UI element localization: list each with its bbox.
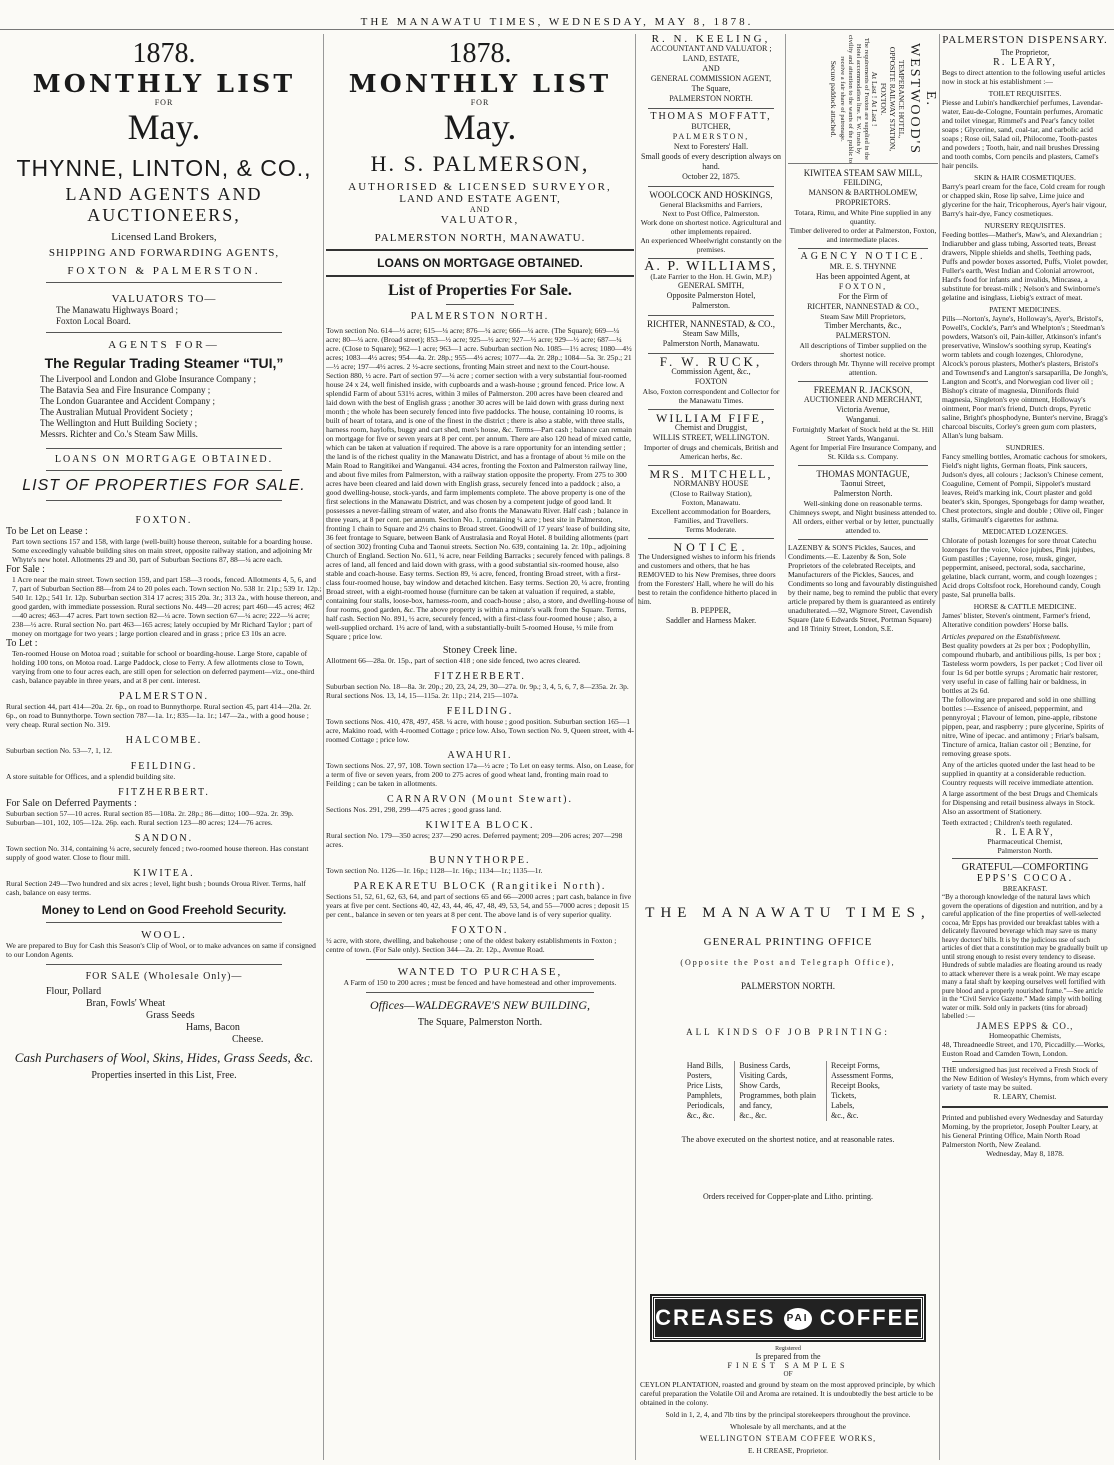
printing-opposite: (Opposite the Post and Telegraph Office), — [680, 958, 896, 967]
advert-line: Chemist and Druggist, — [674, 423, 748, 432]
advert-line: Next to Post Office, Palmerston. — [662, 209, 760, 218]
advert-line: General Blacksmiths and Farriers, — [659, 200, 763, 209]
foxton-heading: FOXTON. — [135, 515, 193, 526]
lease-heading: To be Let on Lease : — [6, 526, 88, 537]
advert-line: PALMERSTON NORTH. — [669, 94, 753, 103]
bunnythorpe-text: Town section No. 1126—1r. 16p.; 1128—1r. 16p.; 1134—1r.; 1135—1r. — [326, 866, 543, 875]
printing-orders: Orders received for Copper-plate and Litho. printing. — [702, 1192, 873, 1201]
works: WELLINGTON STEAM COFFEE WORKS, — [699, 1434, 877, 1443]
advert-line: Victoria Avenue, — [836, 405, 890, 414]
moffatt-advert — [638, 112, 784, 182]
cash-purchasers: Cash Purchasers of Wool, Skins, Hides, Grass Seeds, &c. — [14, 1050, 314, 1065]
advert-line: The Undersigned wishes to inform his friends and customers and others, that he has REMOVED to his New Premises, three doors from the Foresters' Hall, where he will do his best to retain the confidence hitherto placed in him. — [638, 552, 777, 606]
print-item: Assessment Forms, — [830, 1071, 894, 1080]
horse-text: James' blister, Steven's ointment, Farmer's friend, Alterative condition powders' Horse balls. — [942, 611, 1091, 629]
agents-heading: AGENTS FOR— — [108, 339, 220, 351]
advert-line: AUCTIONEER AND MERCHANT, — [803, 395, 923, 404]
stationery: Also an assortment of Stationery. — [942, 807, 1042, 816]
monthly-list-heading: MONTHLY LIST — [348, 69, 612, 98]
palmerston-text: Rural section 44, part 414—20a. 2r. 6p., on road to Bunnythorpe. Rural section 45, part 414—20a. 2r. 6p., on road to Bunnythorpe. Town section 787—1a. 1r.; 835—1a. 1r.; 147—2a., with a good house ; very cheap. Rural section No. 319. — [6, 702, 312, 729]
square-address: The Square, Palmerston North. — [417, 1017, 543, 1028]
advert-title: THOMAS MOFFATT, — [650, 111, 772, 122]
advert-line: OPPOSITE RAILWAY STATION, — [888, 46, 897, 152]
advert-line: Saddler and Harness Maker. — [665, 616, 757, 625]
skin-text: Barry's pearl cream for the face, Cold cream for rough or chapped skin, Rose lip salve, Lime juice and glycerine for the hair, Tricopherous, Ayer's hair vigour, Barry's hair-dye, Fancy cosmetiques. — [942, 182, 1107, 218]
logo-text: CREASES — [655, 1305, 776, 1330]
toilet-heading: TOILET REQUISITES. — [988, 89, 1062, 98]
print-item: Show Cards, — [739, 1081, 781, 1090]
kiwitea-mill-advert — [788, 168, 938, 244]
agency-item: The Liverpool and London and Globe Insurance Company ; — [40, 374, 256, 384]
williams-advert — [638, 259, 784, 311]
month-heading: May. — [127, 107, 201, 147]
advert-line: Importer of drugs and chemicals, British and American herbs, &c. — [643, 443, 779, 461]
print-item: Receipt Forms, — [830, 1061, 880, 1070]
small-adverts — [638, 34, 784, 630]
advert-line: FEILDING, — [843, 178, 883, 187]
shipping-agents: SHIPPING AND FORWARDING AGENTS, — [48, 247, 280, 259]
bunnythorpe-heading: BUNNYTHORPE. — [429, 855, 531, 866]
advert-line: Also, Foxton correspondent and Collector for the Manawatu Times. — [642, 387, 780, 405]
chemist-title: Pharmaceutical Chemist, — [987, 837, 1063, 846]
kiwitea-heading: KIWITEA BLOCK. — [425, 820, 535, 831]
fitz-heading: FITZHERBERT. — [434, 671, 526, 682]
offices: Offices—WALDEGRAVE'S NEW BUILDING, — [369, 998, 591, 1012]
proprietor: E. H CREASE, Proprietor. — [748, 1446, 828, 1455]
advert-line: ACCOUNTANT AND VALUATOR ; — [650, 44, 772, 53]
advert-line: Steam Saw Mills, — [682, 329, 740, 338]
surveyor-title: AUTHORISED & LICENSED SURVEYOR, — [348, 181, 612, 193]
advert-line: Palmerston North. — [833, 489, 893, 498]
advert-line: BUTCHER, — [691, 122, 731, 131]
printing-exec: The above executed on the shortest notice, and at reasonable rates. — [681, 1135, 895, 1144]
advert-line: The requirements of Foxton are supplied in the Hotel accommodation line. E. W. trusts by civility and attention to the wants of the public to receive a fair share of patronage. — [839, 35, 870, 163]
skin-heading: SKIN & HAIR COSMETIQUES. — [974, 173, 1076, 182]
awahuri-text: Town sections Nos. 27, 97, 108. Town section 17a—½ acre ; To Let on easy terms. Also, on Lease, for a term of five or seven years, from 200 to 275 acres of good wheat land, fronting main road to Feilding ; can be taken in allotments. — [326, 761, 634, 788]
advert-line: TEMPERANCE HOTEL, — [897, 59, 906, 139]
print-item: Pamphlets, — [686, 1091, 723, 1100]
advert-title: RICHTER, NANNESTAD, & CO., — [646, 319, 776, 329]
advert-title: R. N. KEELING, — [651, 33, 771, 45]
dispensary-heading: PALMERSTON DISPENSARY. — [942, 34, 1108, 46]
advert-title: WOOLCOCK AND HOSKINGS, — [649, 190, 773, 200]
prepared-from: Is prepared from the — [755, 1352, 821, 1361]
advert-title: THOMAS MONTAGUE, — [816, 469, 910, 479]
halcombe-heading: HALCOMBE. — [125, 735, 203, 746]
pai-badge-icon: PAI — [784, 1308, 812, 1330]
logo-text: COFFEE — [819, 1305, 921, 1330]
crease-logo — [652, 1296, 924, 1340]
advert-line: All orders, either verbal or by letter, punctually attended to. — [792, 517, 934, 535]
kiwitea-text: Rural section No. 179—350 acres; 237—290 acres. Deferred payment; 209—206 acres; 207—298 acres. — [326, 831, 623, 849]
for-label: FOR — [154, 98, 174, 107]
foxton-text: ½ acre, with store, dwelling, and bakehouse ; one of the oldest bakery establishments in Foxton ; centre of town. (For Sale only). Section 344—2a. 2r. 12p., Avenue Road. — [326, 936, 617, 954]
hymns-notice: THE undersigned has just received a Fresh Stock of the New Edition of Wesley's Hymns, from which every variety of taste may be suited. — [942, 1064, 1108, 1092]
leary-signature: R. LEARY, — [995, 827, 1055, 837]
print-item: &c., &c. — [739, 1111, 767, 1120]
print-item: Visiting Cards, — [739, 1071, 788, 1080]
lease-text: Part town sections 157 and 158, with large (well-built) house thereon, suitable for a boarding house. Some exceedingly valuable building sites on main street, opposite railway station, and adjoining Mr Whyte's new hotel. Allotments 29 and 30, part of Suburban Sections 87, 88—¼ acre each. — [12, 537, 313, 564]
carnarvon-heading: CARNARVON (Mount Stewart). — [387, 794, 573, 805]
advert-line: NORMANBY HOUSE — [673, 479, 749, 488]
sale-text: 1 Acre near the main street. Town section 159, and part 158—3 roods, fenced. Allotments 4, 5, 6, and 7, part of Suburban Section 88—from 24 to 20 poles each. Town section No. 538 1r. 21p.; 539 1r. 12p.; 540 1r. 12p.; 541 1r. 12p. Suburban section 314 17 acres; 315 20a. 3r.; 313 2a., with house thereon, and good garden, with immediate possession. Rural sections No. 449—20 acres; part 460—45 acres; 462—40 acres; 463—47 acres. Part town section 82—¼ acre. Town section 67—¼ acre; 222—¼ acre; 238—½ acre. Rural section No. part 463—165 acres; lately occupied by Mr Richard Taylor ; part of money on mortgage for two years ; large portion cleared and in grass ; price £3 10s an acre. — [12, 575, 322, 638]
advert-line: PROPRIETORS. — [835, 198, 891, 207]
valuator: VALUATOR, — [440, 214, 520, 226]
month-heading: May. — [443, 107, 517, 147]
print-item: and fancy, — [739, 1101, 773, 1110]
toilet-text: Piesse and Lubin's handkerchief perfumes, Lavendar-water, Eau-de-Cologne, Fountain perfumes, Aromatic and toilet vinegar, Rimmel's and Pear's fancy toilet soaps ; Glycerine, sand, coal-tar, and carbolic acid soaps ; Rose oil, Salad oil, Philocome, Tooth-pastes and powders ; Tooth, hair, and nail brushes Dressing and tooth combs, Corn pencils and plasters, Camel's hair pencils. — [942, 98, 1104, 170]
advert-line: The Square, — [691, 84, 731, 93]
feilding-text: Town sections Nos. 410, 478, 497, 458. ¼ acre, with house ; good position. Suburban section 165—1 acre, Makino road, with 4-roomed Cottage ; price low. Also, Town section No. 9, Queen street, with 4-roomed Cottage ; price low. — [326, 717, 634, 744]
of-label: OF — [783, 1370, 793, 1378]
advert-line: Orders through Mr. Thynne will receive prompt attention. — [791, 359, 935, 377]
pepper-notice — [638, 542, 784, 626]
advert-line: Steam Saw Mill Proprietors, — [820, 312, 906, 321]
advert-line: FOXTON. — [879, 82, 888, 116]
goods-item: Bran, Fowls' Wheat — [86, 998, 166, 1009]
sold-in: Sold in 1, 2, 4, and 7lb tins by the principal storekeepers throughout the province. — [665, 1410, 911, 1419]
sundries-text: Fancy smelling bottles, Aromatic cachous for smokers, Field's night lights, German floats, Pink saucers, Judson's dyes, all colours ; Jackson's Chinese cement, Coaguline, Cement of Pompii, Sippolet's mustard leaves, Reid's marking ink, Court plaster and gold beater's skin, Sponges, Spongebags for damp weather, Chest protectors, single and double ; Olive oil, Finger stalls, Grimault's cigarettes for asthma. — [942, 452, 1107, 524]
arts-heading: Articles prepared on the Establishment. — [942, 632, 1061, 641]
print-item: Programmes, both plain — [739, 1091, 816, 1100]
horse-heading: HORSE & CATTLE MEDICINE. — [973, 602, 1077, 611]
and-label: AND — [469, 205, 491, 214]
advert-line: Terms Moderate. — [685, 525, 737, 534]
print-item: Labels, — [830, 1101, 855, 1110]
patent-heading: PATENT MEDICINES. — [989, 305, 1061, 314]
land-agent: LAND AND ESTATE AGENT, — [399, 193, 561, 205]
wanted-heading: WANTED TO PURCHASE, — [397, 966, 563, 978]
imprint-date: Wednesday, May 8, 1878. — [986, 1148, 1064, 1158]
richter-advert — [638, 319, 784, 349]
sandon-heading: SANDON. — [134, 833, 194, 844]
advert-line: At Last ! At Last ! — [870, 71, 879, 127]
advert-line: (Late Farrier to the Hon. H. Gwin, M.P.) — [650, 272, 772, 281]
dispensary-advert — [942, 34, 1108, 1158]
patent-text: Pills—Norton's, Jayne's, Holloway's, Ayer's, Bristol's, Powell's, Cockle's, Parr's and Whelpton's ; Steedman's powders, Watson's oil, Pain-killer, Atkinson's infant's preservative, Winslow's soothing syrup, Keating's worm tablets and cough lozenges, Chlorodyne, Alcock's porous plasters, Mother's plasters, Bristol's and Townsend's and Langton's sarsaparilla, De Jongh's, Langton and Scott's, and Norwegian cod liver oil ; Bishop's citrate of magnesia, Dinnifords fluid magnesia, Singleton's eye ointment, Holloway's ointment, Poor man's friend, Dutch drops, Pyretic saline, Bright's phosphodyne, Bunter's nervine, Bragg's charcoal biscuits, Corley's green gum corn plasters, Allan's lung balsam. — [942, 314, 1108, 440]
large-assortment: A large assortment of the best Drugs and Chemicals for Dispensing and retail business always in Stock. — [942, 789, 1098, 807]
goods-item: Flour, Pollard — [46, 986, 102, 997]
print-item: Price Lists, — [686, 1081, 723, 1090]
feilding-heading: FEILDING. — [446, 706, 514, 717]
lozenges-text: Chlorate of potash lozenges for sore throat Catechu lozenges for the voice, Voice jujubes, Pink jujubes, Gum pastilles ; Cayenne, rose, musk, ginger, peppermint, aniseed, pectoral, soda, saccharine, gelatine, black currant, worm, and cough lozenges ; Acid drops Coltsfoot rock, Horehound candy, Cough paste, Sal prunella balls. — [942, 536, 1101, 599]
advert-line: LAND, ESTATE, — [682, 54, 740, 63]
location: FOXTON & PALMERSTON. — [67, 265, 261, 277]
advert-line: (Close to Railway Station), — [670, 489, 752, 498]
advert-line: Fortnightly Market of Stock held at the St. Hill Street Yards, Wanganui. — [792, 425, 934, 443]
print-item: Hand Bills, — [686, 1061, 724, 1070]
agency-item: The Australian Mutual Provident Society ; — [40, 407, 193, 417]
steamer-tui: The Regular Trading Steamer “TUI,” — [44, 355, 284, 371]
year: 1878. — [132, 38, 196, 69]
advert-title: MRS. MITCHELL, — [649, 467, 773, 481]
wholesale: Wholesale by all merchants, and at the — [730, 1422, 846, 1431]
nursery-text: Feeding bottles—Mather's, Maw's, and Alexandrian ; Indiarubber and glass tubing, Assorted teats, Breast drawers, Nipple shields and shells, Teething pads, Puffs and powder boxes assorted, Puffs, Violet powder, Fuller's earth, West Indian and Colonial arrowroot, Hard's food for infants and invalids, Mincasea, a substitute for breast-milk ; Nelson's and Swinborne's gelatine and isinglass, Liebig's extract of meat. — [942, 230, 1108, 302]
advert-title: NOTICE. — [673, 540, 749, 554]
kiwitea-text: Rural Section 249—Two hundred and six acres ; level, light bush ; bounds Oroua River. Terms, half cash, balance on easy terms. — [6, 879, 306, 897]
year: 1878. — [448, 38, 512, 69]
james-epps: JAMES EPPS & CO., — [976, 1020, 1074, 1031]
agency-notice — [788, 252, 938, 377]
print-item: Business Cards, — [739, 1061, 791, 1070]
firm-name: THYNNE, LINTON, & CO., — [16, 155, 312, 181]
advert-line: Foxton, Manawatu. — [681, 498, 741, 507]
epps-text: “By a thorough knowledge of the natural laws which govern the operations of digestion and nutrition, and by a careful application of the fine properties of well-selected cocoa, Mr Epps has provided our breakfast tables with a delicately flavoured beverage which may save us many heavy doctors' bills. It is by the judicious use of such articles of diet that a constitution may be gradually built up until strong enough to resist every tendency to disease. Hundreds of subtle maladies are floating around us ready to attack wherever there is a weak point. We may escape many a fatal shaft by keeping ourselves well fortified with pure blood and a properly nourished frame.”—See article in the “Civil Service Gazette.” Made simply with boiling water or milk. Sold only in packets (tins for abroad) labelled :— — [942, 893, 1108, 1020]
advert-title: KIWITEA STEAM SAW MILL, — [803, 168, 923, 178]
advert-line: Agent for Imperial Fire Insurance Company, and St. Kilda s.s. Company. — [789, 443, 937, 461]
printing-office-advert — [640, 905, 936, 1201]
stoney-heading: Stoney Creek line. — [442, 645, 518, 656]
imprint: Printed and published every Wednesday and Saturday Morning, by the proprietor, Joseph Poulter Leary, at his General Printing Office, Main North Road Palmerston North, New Zealand. — [942, 1112, 1104, 1149]
fitzherbert-heading: FITZHERBERT. — [118, 787, 210, 798]
address: PALMERSTON NORTH, MANAWATU. — [374, 232, 586, 244]
nursery-heading: NURSERY REQUISITES. — [984, 221, 1066, 230]
advert-line: Totara, Rimu, and White Pine supplied in any quantity. — [794, 208, 932, 226]
foxton-heading: FOXTON. — [451, 925, 509, 936]
proprietor: The Proprietor, — [1000, 48, 1050, 57]
teeth: Teeth extracted ; Children's teeth regulated. — [942, 818, 1073, 827]
monthly-list-heading: MONTHLY LIST — [32, 69, 296, 98]
advert-line: Wanganui. — [845, 415, 881, 424]
ceylon-text: CEYLON PLANTATION, roasted and ground by steam on the most approved principle, by which careful preparation the Volatile Oil and Aroma are retained. It is undoubtedly the best article to be obtained in the colony. — [640, 1380, 935, 1407]
hymns-signature: R. LEARY, Chemist. — [993, 1091, 1057, 1101]
lazenby-advert: LAZENBY & SON'S Pickles, Sauces, and Condiments.—E. Lazenby & Son, Sole Proprietors of the celebrated Receipts, and Manufacturers of the Pickles, Sauces, and Condiments so long and favourably distinguished by their name, beg to remind the public that every article prepared by them is guaranteed as entirely unadulterated.—92, Wigmore Street, Cavendish Square (late 6 Edwards Street, Portman Square) and 18 Trinity Street, London, S.E. — [788, 543, 938, 633]
wanted-text: A Farm of 150 to 200 acres ; must be fenced and have homestead and other improvements. — [343, 978, 617, 987]
print-item: Receipt Books, — [830, 1081, 880, 1090]
agency-item: Messrs. Richter and Co.'s Steam Saw Mills. — [40, 429, 198, 439]
wool-text: We are prepared to Buy for Cash this Season's Clip of Wool, or to make advances on same if consigned to our London Agents. — [6, 941, 316, 959]
leary-name: R. LEARY, — [993, 57, 1057, 68]
following-text: The following are prepared and sold in one shilling bottles :—Essence of aniseed, peppermint, and pennyroyal ; Flavour of lemon, pine-apple, ribstone pippen, pear, and raspberry ; pure glycerine, Spirits of nitre, Wine of ipecac. and antimony ; Friar's balsam, Tincture of arnica, Italian castor oil ; Benzine, for removing grease spots. — [942, 695, 1104, 758]
advert-line: Palmerston. — [692, 301, 730, 310]
valuators-heading: VALUATORS TO— — [111, 293, 217, 305]
fitzherbert-text: Suburban section 57—10 acres. Rural section 85—108a. 2r. 28p.; 86—ditto; 100—92a. 2r. 39p. Suburban—101, 102, 105—12a. 26p. each. Rural section 123—80 acres; 124—76 acres. — [6, 809, 294, 827]
fitz-text: Suburban section No. 18—8a. 3r. 20p.; 20, 23, 24, 29, 30—27a. 0r. 9p.; 3, 4, 5, 6, 7, 8—235a. 2r. 3p. Rural sections Nos. 13, 14, 15—115a. 2r. 11p.; 214, 215—107a. — [326, 682, 629, 700]
keeling-advert — [638, 34, 784, 104]
epps-cocoa: EPPS'S COCOA. — [976, 873, 1074, 884]
advert-line: Taonui Street, — [840, 479, 886, 488]
stoney-text: Allotment 66—28a. 0r. 15p., part of section 418 ; one side fenced, two acres cleared. — [326, 656, 581, 665]
pn-text: Town section No. 614—½ acre; 615—¼ acre; 876—¼ acre; 666—¼ acre. (The Square); 669—¼ acre; 80—¼ acre. (Broad street); 853—½ acre; 925—½ acre; 927—½ acre; 929—½ acre; 687—¼ acre. (Close to Square); 962—1 acre; 963—1 acre. Suburban section No. 1085—1½ acres; 1080—4½ acres; 1083—4½ acres; 954—4a. 2r. 28p.; 955—4½ acres; 1077—4a. 2r. 28p.; 1084—5a. 3r. 25p.; 21—½ acre; 197—4½ acres. 2 ½-acre sections, fronting Main street and next to the Court-house. Section 880, ½ acre. Part of section 97—¼ acre ; corner section with a very substantial four-roomed house 24 x 24, well finished inside, with cupboards and a wash-house ; ground fenced. Price low. A splendid Farm of about 531½ acres, within 3 miles of Palmerston. 200 acres have been cleared and laid down with the best of English grass ; another 30 acres will be laid down with grass during next month ; the whole has been securely fenced into five paddocks. The house, containing 10 rooms, is built of heart of totara, and is one of the finest in the district ; there is also a stable, with three stalls, harness room, haylofts, buggy and cart shed, men's house, &c. Terms—Part cash ; balance can remain on mortgage for five or seven years at 8 per cent. per annum. There are also 120 head of mixed cattle, which can be taken at valuation if required. The above is a rare opportunity for an intending settler ; the land is of the richest quality in the Manawatu District, and has a frontage of about ½ mile on the Main Road to Rangitikei and Wanganui. 434 acres, fronting the Foxton and Palmerston railway line, and about five miles from Palmerston, with a railway station opposite the property. From 275 to 300 acres have been cleared and laid down with English grass, securely fenced into a paddock ; also, a good dwelling-house, stock-yards, and farm implements complete. The above property is one of the first selections in the Manawatu District, and was chosen by a competent judge of good land. It possesses a never-failing stream of water, and also fronts the Manawatu River. Half cash ; balance in three years, at 8 per cent. per annum. Section No. 1, containing ¼ acre ; best site in Palmerston, fronting 1 chain to Square and 2½ chains to Broad street. Goodwill of 17 years' lease of building site, 36 feet frontage to Square, between Bank of Australasia and Royal Hotel. 8 building allotments (part of section 302) fronting Cuba and Taonui streets. Section No. 639, containing 1a. 2r. 10p., adjoining Church of England. Section No. 611, ¼ acre, near Feilding Barracks ; securely fenced with palings. 8 acres of land, all fenced and laid down with grass, with a good substantial six-roomed house, also stable and coach-house. Easy terms. Section 89, ¼ acre, fenced, fronting Broad street, with a first-class four-roomed house, bay window and detached kitchen. Easy terms. Section 20, ¼ acre, fronting Broad street, with a eight-roomed house (furniture can be taken at valuation if required, a stable, containing four stalls, loose-box, harness-room, and coach-house ; also, a store, and dwelling-house of four rooms, good garden, &c. The above property is within a minute's walk from the Square. Terms, half cash. Section No. 891, ½ acre, securely fenced, with a first-class four-roomed house ; also, a well-supplied orchard. 1½ acre of land, with a substantially-built 5-roomed House, ½ mile from Square ; price low. — [326, 326, 634, 641]
intro: Begs to direct attention to the following useful articles now in stock at his establishment :— — [942, 68, 1106, 86]
advert-line: FOXTON — [694, 377, 728, 386]
column-rule — [635, 34, 636, 1460]
advert-line: PALMERSTON, — [672, 132, 750, 141]
list-heading: LIST OF PROPERTIES FOR SALE. — [22, 477, 306, 494]
advert-line: GENERAL COMMISSION AGENT, — [650, 74, 772, 83]
advert-title: WILLIAM FIFE, — [656, 411, 766, 425]
advert-line: Opposite Palmerston Hotel, — [666, 291, 756, 300]
advert-line: B. PEPPER, — [691, 606, 731, 615]
advert-line: All descriptions of Timber supplied on the shortest notice. — [799, 341, 927, 359]
carnarvon-text: Sections Nos. 291, 298, 299—475 acres ; good grass land. — [326, 805, 502, 814]
print-item: Posters, — [686, 1071, 712, 1080]
advert-line: Next to Foresters' Hall. — [673, 142, 749, 151]
job-printing: ALL KINDS OF JOB PRINTING: — [686, 1027, 890, 1037]
sundries-heading: SUNDRIES. — [1005, 443, 1045, 452]
masthead: THE MANAWATU TIMES, WEDNESDAY, MAY 8, 1878. — [0, 0, 1114, 30]
wool-heading: WOOL. — [141, 929, 187, 941]
advert-line: GENERAL SMITH, — [678, 281, 744, 290]
advert-title: AGENCY NOTICE. — [800, 251, 926, 262]
palmerston-heading: PALMERSTON. — [118, 691, 210, 702]
let-heading: To Let : — [6, 638, 38, 649]
loans-notice: LOANS ON MORTGAGE OBTAINED. — [54, 454, 274, 465]
agency-item: The Batavia Sea and Fire Insurance Company ; — [40, 385, 211, 395]
parekaretu-text: Sections 51, 52, 61, 62, 63, 64, and part of sections 65 and 66—2000 acres ; part cash, balance in five years at five per cent. Sections 40, 42, 43, 44, 46, 47, 48, 49, 53, 54, and 55—7000 acres ; deposit 15 per cent., balance in seven or ten years at 8 per cent. The above land is of very superior quality. — [326, 892, 632, 919]
advert-line: Timber Merchants, &c., — [824, 321, 902, 330]
licensed-brokers: Licensed Land Brokers, — [111, 231, 217, 243]
money-to-lend: Money to Lend on Good Freehold Security. — [41, 903, 287, 917]
agency-item: The Wellington and Hutt Building Society ; — [40, 418, 198, 428]
goods-item: Hams, Bacon — [186, 1022, 240, 1033]
advert-line: MANSON & BARTHOLOMEW, — [808, 188, 918, 197]
jackson-advert — [788, 385, 938, 461]
advert-line: AND — [702, 64, 720, 73]
advert-line: Has been appointed Agent, at — [816, 272, 910, 281]
parekaretu-heading: PAREKARETU BLOCK (Rangitikei North). — [353, 881, 607, 892]
kiwitea-heading: KIWITEA. — [133, 868, 195, 879]
advert-line: Palmerston North, Manawatu. — [662, 339, 760, 348]
sandon-text: Town section No. 314, containing ¼ acre, securely fenced ; two-roomed house thereon. Has constant supply of good water. Close to flour mill. — [6, 844, 309, 862]
printing-pn: PALMERSTON NORTH. — [741, 981, 835, 991]
advert-line: PALMERSTON. — [835, 331, 891, 340]
epps-heading: GRATEFUL—COMFORTING — [961, 862, 1089, 873]
goods-item: Grass Seeds — [146, 1010, 195, 1021]
printing-title: THE MANAWATU TIMES, — [645, 905, 931, 921]
advert-line: Secure paddock attached. — [829, 60, 838, 138]
awahuri-heading: AWAHURI. — [447, 750, 513, 761]
breakfast: BREAKFAST. — [1002, 884, 1048, 893]
advert-line: MR. E. S. THYNNE — [829, 262, 897, 271]
mitchell-advert — [638, 469, 784, 534]
advert-line: FOXTON, — [838, 282, 888, 291]
printing-office: GENERAL PRINTING OFFICE — [703, 936, 873, 948]
advert-title: A. P. WILLIAMS, — [644, 259, 778, 274]
advert-line: Commission Agent, &c., — [671, 367, 751, 376]
valuators-item: Foxton Local Board. — [56, 316, 131, 326]
loans-notice: LOANS ON MORTGAGE OBTAINED. — [377, 256, 583, 270]
advert-line: Excellent accommodation for Boarders, Families, and Travellers. — [651, 507, 771, 525]
advert-line: Work done on shortest notice. Agricultural and other implements repaired. — [640, 218, 782, 236]
surveyor-name: H. S. PALMERSON, — [370, 151, 590, 176]
print-item: &c., &c. — [830, 1111, 859, 1120]
crease-coffee-advert — [640, 1290, 936, 1455]
deferred-heading: For Sale on Deferred Payments : — [6, 798, 137, 809]
halcombe-text: Suburban section No. 53—7, 1, 12. — [6, 746, 113, 755]
registered: Registered — [775, 1346, 801, 1352]
lozenges-heading: MEDICATED LOZENGES. — [982, 527, 1068, 536]
palmerson-advert — [326, 34, 634, 1028]
feilding-heading: FEILDING. — [130, 761, 198, 772]
advert-line: An experienced Wheelwright constantly on the premises. — [640, 236, 782, 254]
advert-title: FREEMAN R. JACKSON, — [813, 385, 913, 395]
print-item: Periodicals, — [686, 1101, 725, 1110]
print-item: Tickets, — [830, 1091, 857, 1100]
any-articles: Any of the articles quoted under the last head to be supplied in quantity at a considerable reduction. Country requests will receive immediate attention. — [942, 760, 1095, 787]
advert-line: Well-sinking done on reasonable terms. Chimneys swept, and Night business attended to. — [789, 499, 937, 517]
ruck-advert — [638, 354, 784, 405]
goods-item: Cheese. — [232, 1034, 264, 1045]
advert-line: Timber delivered to order at Palmerston, Foxton, and intermediate places. — [789, 226, 937, 244]
advert-title: F. W. RUCK, — [659, 354, 763, 369]
for-label: FOR — [470, 98, 490, 107]
list-heading: List of Properties For Sale. — [388, 282, 572, 299]
advert-title: E. WESTWOOD'S — [907, 43, 938, 155]
column-rule — [323, 34, 324, 1460]
homeopathic: Homeopathic Chemists, — [988, 1030, 1062, 1040]
for-sale-wholesale: FOR SALE (Wholesale Only)— — [85, 971, 243, 982]
advert-line: WILLIS STREET, WELLINGTON. — [652, 433, 770, 442]
agency-item: The London Guarantee and Accident Company ; — [40, 396, 215, 406]
column-rule — [785, 34, 786, 559]
westwood-advert — [788, 34, 938, 164]
advert-line: Small goods of every description always on hand. — [641, 152, 781, 171]
right-small-adverts — [788, 34, 938, 633]
sale-heading: For Sale : — [6, 564, 45, 575]
advert-line: For the Firm of — [838, 292, 888, 301]
epps-address: 48, Threadneedle Street, and 170, Piccadilly.—Works, Euston Road and Camden Town, London. — [942, 1039, 1105, 1058]
arts-text: Best quality powders at 2s per box ; Podophyllin, compound rhubarb, and antibilious pills, 1s per box ; Tasteless worm powders, 1s per packet ; Cod liver oil four 1s 6d per bottle syrups ; Aromatic hair restorer, very useful in case of falling hair or baldness, in bottles at 2s 6d. — [942, 641, 1103, 695]
fife-advert — [638, 413, 784, 461]
pn-heading: PALMERSTON NORTH. — [410, 311, 550, 322]
woolcock-advert — [638, 190, 784, 254]
finest-samples: FINEST SAMPLES — [727, 1361, 849, 1370]
print-item: &c., &c. — [686, 1111, 715, 1120]
advert-line: October 22, 1875. — [682, 172, 740, 181]
firm-subtitle: LAND AGENTS AND AUCTIONEERS, — [65, 184, 263, 225]
thynne-linton-advert — [6, 34, 322, 1081]
let-text: Ten-roomed House on Motoa road ; suitable for school or boarding-house. Large Store, capable of holding 100 tons, on Motoa road. Large Paddock, close to Ferry. A few allotments close to Town, varying from one to four acres each, are still open for selection on deferred payment—viz., one-third cash, balance payable in three years, and at 8 per cent. interest. — [12, 649, 315, 685]
column-rule — [939, 34, 940, 1460]
feilding-text: A store suitable for Offices, and a splendid building site. — [6, 772, 176, 781]
valuators-item: The Manawatu Highways Board ; — [56, 305, 178, 315]
properties-free: Properties inserted in this List, Free. — [91, 1070, 237, 1081]
chemist-place: Palmerston North. — [997, 846, 1053, 855]
advert-line: RICHTER, NANNESTAD & CO., — [807, 302, 919, 311]
montague-advert — [788, 469, 938, 535]
